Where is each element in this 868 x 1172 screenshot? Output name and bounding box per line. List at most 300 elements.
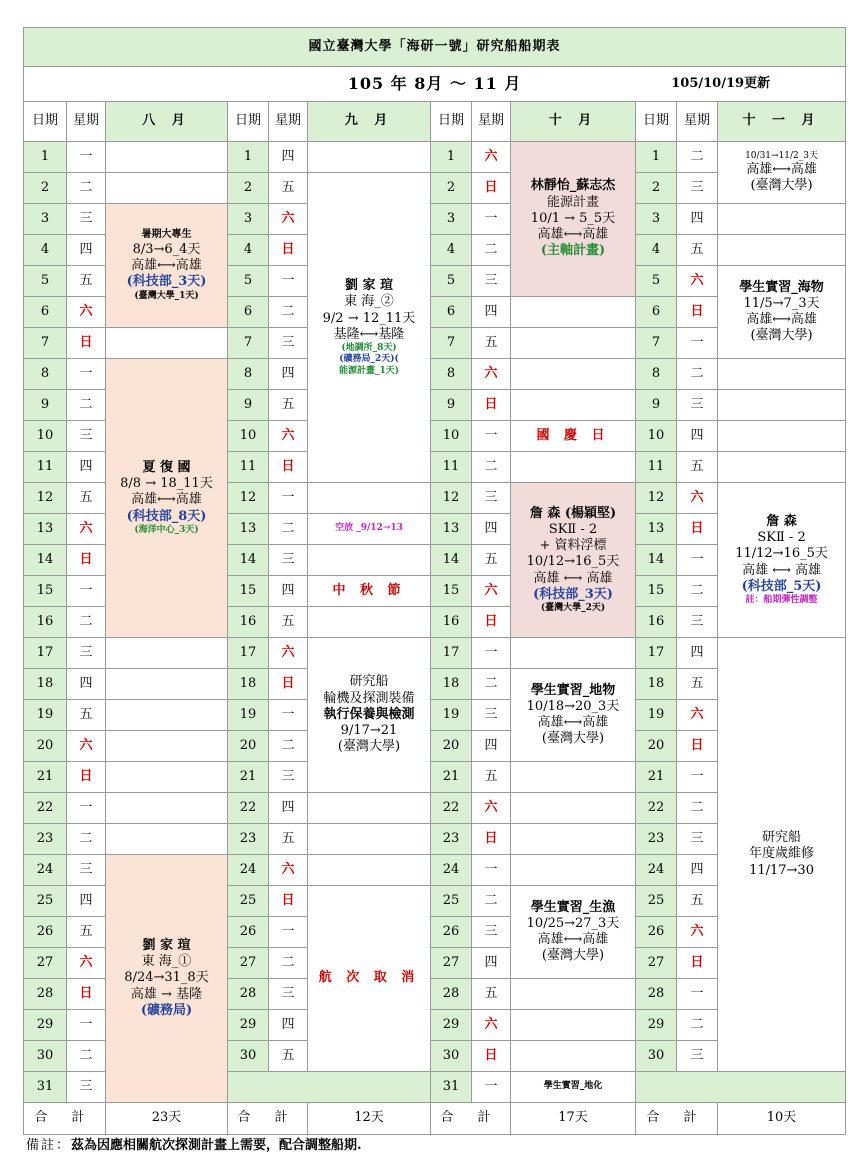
weekday-cell: 日: [67, 979, 106, 1010]
event-line: 年度歲維修: [749, 846, 815, 862]
empty-cell: [106, 793, 228, 824]
empty-cell: [106, 638, 228, 669]
weekday-cell: 六: [472, 142, 511, 173]
empty-cell: [511, 1041, 636, 1072]
weekday-cell: 一: [472, 421, 511, 452]
empty-cell: [106, 700, 228, 731]
event-line: 11/12→16_5天: [735, 546, 828, 562]
event-sep-1: [308, 173, 431, 483]
event-line: (臺灣大學_2天): [540, 603, 606, 614]
date-cell: 15: [636, 576, 677, 607]
date-cell: 27: [24, 948, 67, 979]
event-line: 8/8 → 18_11天: [120, 476, 213, 492]
filler-cell: [228, 1072, 431, 1103]
event-sep-3: [308, 576, 431, 607]
event-line: (礦務局_2天)(: [339, 354, 399, 365]
weekday-cell: 一: [67, 576, 106, 607]
weekday-cell: 日: [677, 514, 718, 545]
weekday-cell: 二: [269, 297, 308, 328]
weekday-cell: 三: [677, 824, 718, 855]
weekday-cell: 五: [677, 452, 718, 483]
event-line: 8/24→31_8天: [124, 970, 209, 986]
date-cell: 14: [228, 545, 269, 576]
weekday-cell: 三: [67, 421, 106, 452]
weekday-cell: 一: [677, 545, 718, 576]
date-cell: 6: [228, 297, 269, 328]
empty-cell: [308, 142, 431, 173]
date-cell: 31: [24, 1072, 67, 1103]
date-cell: 15: [431, 576, 472, 607]
weekday-cell: 三: [472, 917, 511, 948]
event-line: 國 慶 日: [536, 427, 610, 443]
date-cell: 28: [636, 979, 677, 1010]
empty-cell: [308, 483, 431, 514]
date-cell: 9: [431, 390, 472, 421]
event-line: 林靜怡_蘇志杰: [530, 178, 616, 194]
date-cell: 10: [636, 421, 677, 452]
event-line: 高雄 ⟷ 高雄: [533, 570, 613, 586]
weekday-cell: 四: [472, 731, 511, 762]
event-line: 輪機及探測裝備: [323, 690, 415, 706]
weekday-cell: 四: [67, 235, 106, 266]
date-cell: 11: [431, 452, 472, 483]
date-cell: 8: [24, 359, 67, 390]
weekday-cell: 六: [67, 514, 106, 545]
date-cell: 6: [24, 297, 67, 328]
event-line: 詹 森 (楊穎堅): [529, 505, 617, 521]
header-row: [24, 102, 846, 142]
weekday-cell: 三: [677, 173, 718, 204]
empty-cell: [106, 824, 228, 855]
weekday-cell: 三: [67, 855, 106, 886]
date-cell: 7: [228, 328, 269, 359]
date-cell: 12: [228, 483, 269, 514]
weekday-cell: 二: [677, 576, 718, 607]
date-cell: 24: [24, 855, 67, 886]
weekday-cell: 六: [677, 266, 718, 297]
header-weekday: 星期: [269, 102, 308, 142]
date-cell: 20: [636, 731, 677, 762]
empty-cell: [718, 421, 846, 452]
date-cell: 22: [636, 793, 677, 824]
weekday-cell: 三: [269, 545, 308, 576]
date-cell: 8: [636, 359, 677, 390]
date-cell: 30: [431, 1041, 472, 1072]
date-cell: 3: [24, 204, 67, 235]
event-line: 空放 _9/12→13: [335, 523, 403, 534]
weekday-cell: 日: [67, 328, 106, 359]
event-sep-2: [308, 514, 431, 545]
weekday-cell: 一: [677, 328, 718, 359]
date-cell: 16: [228, 607, 269, 638]
update-date: 105/10/19更新: [671, 76, 771, 91]
header-month-nov: 十 一 月: [718, 102, 846, 142]
date-cell: 19: [228, 700, 269, 731]
date-cell: 1: [228, 142, 269, 173]
weekday-cell: 日: [472, 173, 511, 204]
table-row: [24, 142, 846, 173]
weekday-cell: 一: [67, 1010, 106, 1041]
date-cell: 30: [228, 1041, 269, 1072]
event-line: 高雄⟷高雄: [131, 492, 202, 508]
event-line: (臺灣大學_1天): [134, 290, 199, 301]
weekday-cell: 四: [67, 452, 106, 483]
event-oct-2: [511, 421, 636, 452]
date-cell: 4: [228, 235, 269, 266]
date-cell: 5: [24, 266, 67, 297]
weekday-cell: 二: [677, 793, 718, 824]
weekday-cell: 二: [67, 390, 106, 421]
weekday-cell: 四: [67, 669, 106, 700]
date-cell: 3: [228, 204, 269, 235]
weekday-cell: 一: [67, 359, 106, 390]
date-cell: 1: [636, 142, 677, 173]
date-cell: 16: [24, 607, 67, 638]
event-oct-3: [511, 483, 636, 638]
page-title: 國立臺灣大學「海研一號」研究船船期表: [24, 28, 846, 67]
weekday-cell: 五: [67, 700, 106, 731]
event-line: (臺灣大學): [337, 739, 401, 755]
weekday-cell: 一: [472, 204, 511, 235]
date-cell: 4: [24, 235, 67, 266]
weekday-cell: 二: [269, 514, 308, 545]
event-aug-1: [106, 204, 228, 328]
empty-cell: [511, 762, 636, 793]
weekday-cell: 六: [67, 297, 106, 328]
date-cell: 23: [636, 824, 677, 855]
header-weekday: 星期: [472, 102, 511, 142]
date-cell: 10: [228, 421, 269, 452]
weekday-cell: 四: [269, 142, 308, 173]
event-line: 註：船期彈性調整: [745, 595, 818, 605]
weekday-cell: 四: [269, 793, 308, 824]
weekday-cell: 六: [472, 1010, 511, 1041]
event-line: 基隆⟷基隆: [333, 326, 405, 342]
event-line: 高雄⟷高雄: [537, 932, 609, 947]
date-cell: 3: [431, 204, 472, 235]
weekday-cell: 日: [269, 886, 308, 917]
event-line: 能源計畫_1天): [338, 365, 400, 376]
total-label: 合 計: [228, 1103, 308, 1135]
weekday-cell: 三: [677, 607, 718, 638]
date-cell: 17: [431, 638, 472, 669]
empty-cell: [511, 297, 636, 328]
weekday-cell: 一: [269, 700, 308, 731]
weekday-cell: 五: [472, 979, 511, 1010]
weekday-cell: 六: [269, 638, 308, 669]
weekday-cell: 五: [677, 235, 718, 266]
event-line: (臺灣大學): [541, 731, 605, 747]
date-cell: 22: [24, 793, 67, 824]
empty-cell: [718, 359, 846, 390]
date-cell: 11: [228, 452, 269, 483]
event-line: 東 海_①: [141, 954, 192, 970]
weekday-cell: 三: [269, 328, 308, 359]
empty-cell: [511, 1010, 636, 1041]
weekday-cell: 三: [472, 266, 511, 297]
date-cell: 13: [636, 514, 677, 545]
weekday-cell: 日: [67, 762, 106, 793]
date-cell: 14: [636, 545, 677, 576]
event-oct-1: [511, 142, 636, 297]
event-line: SKⅡ - 2: [548, 521, 598, 537]
date-cell: 7: [431, 328, 472, 359]
event-line: (臺灣大學): [541, 948, 605, 964]
event-line: 9/17→21: [340, 723, 398, 739]
date-cell: 27: [431, 948, 472, 979]
weekday-cell: 二: [677, 142, 718, 173]
empty-cell: [106, 328, 228, 359]
header-month-sep: 九 月: [308, 102, 431, 142]
weekday-cell: 四: [472, 514, 511, 545]
event-line: 11/5→7_3天: [743, 295, 820, 311]
date-cell: 11: [24, 452, 67, 483]
event-oct-6: [511, 1072, 636, 1103]
event-oct-4: [511, 669, 636, 762]
header-date: 日期: [636, 102, 677, 142]
weekday-cell: 六: [677, 483, 718, 514]
empty-cell: [106, 669, 228, 700]
weekday-cell: 日: [677, 297, 718, 328]
header-date: 日期: [24, 102, 67, 142]
date-cell: 25: [228, 886, 269, 917]
event-line: 學生實習_海物: [739, 279, 824, 295]
date-cell: 3: [636, 204, 677, 235]
weekday-cell: 二: [677, 1010, 718, 1041]
weekday-cell: 五: [677, 886, 718, 917]
event-line: 11/17→30: [749, 862, 814, 878]
weekday-cell: 四: [677, 855, 718, 886]
weekday-cell: 六: [677, 917, 718, 948]
empty-cell: [511, 390, 636, 421]
date-cell: 17: [24, 638, 67, 669]
weekday-cell: 二: [472, 669, 511, 700]
empty-cell: [511, 452, 636, 483]
weekday-cell: 三: [472, 483, 511, 514]
date-cell: 26: [636, 917, 677, 948]
date-cell: 13: [228, 514, 269, 545]
date-cell: 8: [228, 359, 269, 390]
date-cell: 12: [431, 483, 472, 514]
event-line: (科技部_5天): [741, 578, 822, 594]
date-cell: 24: [636, 855, 677, 886]
weekday-cell: 二: [67, 824, 106, 855]
empty-cell: [106, 142, 228, 173]
date-cell: 14: [24, 545, 67, 576]
table-row: [24, 204, 846, 235]
weekday-cell: 日: [269, 669, 308, 700]
date-cell: 27: [228, 948, 269, 979]
weekday-cell: 六: [472, 576, 511, 607]
date-cell: 1: [431, 142, 472, 173]
date-cell: 22: [431, 793, 472, 824]
weekday-cell: 六: [67, 731, 106, 762]
date-cell: 20: [24, 731, 67, 762]
date-cell: 25: [636, 886, 677, 917]
weekday-cell: 五: [677, 669, 718, 700]
weekday-cell: 五: [269, 1041, 308, 1072]
weekday-cell: 四: [269, 576, 308, 607]
header-weekday: 星期: [67, 102, 106, 142]
date-cell: 25: [24, 886, 67, 917]
weekday-cell: 一: [269, 266, 308, 297]
event-line: 東 海_②: [344, 294, 394, 310]
event-line: 10/12→16_5天: [526, 554, 620, 570]
weekday-cell: 日: [472, 390, 511, 421]
date-cell: 9: [24, 390, 67, 421]
date-cell: 28: [431, 979, 472, 1010]
event-line: 9/2 → 12_11天: [322, 310, 416, 326]
event-line: 高雄⟷高雄: [746, 161, 817, 177]
weekday-cell: 二: [269, 731, 308, 762]
weekday-cell: 一: [677, 762, 718, 793]
weekday-cell: 三: [472, 700, 511, 731]
header-month-aug: 八 月: [106, 102, 228, 142]
date-cell: 18: [228, 669, 269, 700]
weekday-cell: 四: [677, 204, 718, 235]
date-cell: 31: [431, 1072, 472, 1103]
empty-cell: [511, 979, 636, 1010]
date-cell: 17: [636, 638, 677, 669]
empty-cell: [511, 855, 636, 886]
total-label: 合 計: [24, 1103, 106, 1135]
date-cell: 15: [24, 576, 67, 607]
date-cell: 23: [228, 824, 269, 855]
date-cell: 10: [431, 421, 472, 452]
weekday-cell: 三: [67, 638, 106, 669]
date-cell: 13: [24, 514, 67, 545]
event-line: (礦務局): [140, 1002, 193, 1018]
date-cell: 21: [228, 762, 269, 793]
event-line: 能源計畫: [546, 194, 599, 210]
date-cell: 18: [24, 669, 67, 700]
empty-cell: [308, 824, 431, 855]
date-cell: 13: [431, 514, 472, 545]
date-cell: 29: [431, 1010, 472, 1041]
weekday-cell: 四: [269, 1010, 308, 1041]
weekday-cell: 五: [269, 607, 308, 638]
weekday-cell: 一: [472, 855, 511, 886]
date-cell: 18: [431, 669, 472, 700]
event-line: (科技部_3天): [126, 274, 207, 290]
weekday-cell: 五: [472, 545, 511, 576]
weekday-cell: 日: [472, 607, 511, 638]
weekday-cell: 四: [269, 359, 308, 390]
total-days-sep: 12天: [308, 1103, 431, 1135]
total-row: [24, 1103, 846, 1135]
weekday-cell: 四: [472, 948, 511, 979]
event-line: 劉 家 瑄: [344, 278, 394, 294]
weekday-cell: 一: [269, 483, 308, 514]
event-line: (海洋中心_3天): [134, 524, 199, 535]
event-line: (臺灣大學): [750, 178, 813, 194]
weekday-cell: 二: [67, 1041, 106, 1072]
event-line: 航 次 取 消: [318, 970, 420, 986]
event-line: 暑期大專生: [141, 229, 192, 241]
weekday-cell: 五: [269, 173, 308, 204]
weekday-cell: 六: [67, 948, 106, 979]
date-cell: 2: [24, 173, 67, 204]
weekday-cell: 六: [472, 359, 511, 390]
weekday-cell: 五: [67, 266, 106, 297]
header-month-oct: 十 月: [511, 102, 636, 142]
date-cell: 28: [228, 979, 269, 1010]
date-cell: 10: [24, 421, 67, 452]
empty-cell: [308, 607, 431, 638]
event-line: 高雄⟷高雄: [537, 715, 609, 730]
total-days-nov: 10天: [718, 1103, 846, 1135]
weekday-cell: 二: [269, 948, 308, 979]
date-cell: 8: [431, 359, 472, 390]
weekday-cell: 一: [472, 1072, 511, 1103]
event-line: 8/3→6_4天: [132, 241, 201, 257]
weekday-cell: 三: [269, 979, 308, 1010]
total-label: 合 計: [431, 1103, 511, 1135]
footnote: [26, 1134, 362, 1153]
empty-cell: [718, 235, 846, 266]
date-cell: 5: [636, 266, 677, 297]
event-line: 執行保養與檢測: [323, 706, 415, 722]
weekday-cell: 六: [269, 204, 308, 235]
weekday-cell: 四: [677, 638, 718, 669]
event-line: 高雄 → 基隆: [130, 986, 203, 1002]
date-cell: 6: [431, 297, 472, 328]
event-sep-5: [308, 886, 431, 1072]
weekday-cell: 六: [472, 793, 511, 824]
table-row: [24, 359, 846, 390]
header-date: 日期: [228, 102, 269, 142]
total-days-aug: 23天: [106, 1103, 228, 1135]
weekday-cell: 一: [472, 638, 511, 669]
date-cell: 7: [24, 328, 67, 359]
date-cell: 25: [431, 886, 472, 917]
weekday-cell: 二: [67, 607, 106, 638]
date-cell: 30: [636, 1041, 677, 1072]
date-cell: 2: [431, 173, 472, 204]
date-cell: 23: [24, 824, 67, 855]
weekday-cell: 三: [677, 1041, 718, 1072]
date-cell: 26: [228, 917, 269, 948]
date-cell: 21: [431, 762, 472, 793]
weekday-cell: 三: [67, 1072, 106, 1103]
empty-cell: [106, 731, 228, 762]
date-cell: 14: [431, 545, 472, 576]
footnote-label: 備註：: [26, 1138, 72, 1153]
date-cell: 4: [431, 235, 472, 266]
weekday-cell: 五: [269, 824, 308, 855]
weekday-cell: 日: [472, 824, 511, 855]
table-row: [24, 638, 846, 669]
date-cell: 19: [24, 700, 67, 731]
event-line: 夏 復 國: [142, 459, 191, 475]
weekday-cell: 日: [677, 948, 718, 979]
weekday-cell: 三: [677, 390, 718, 421]
footnote-text: 茲為因應相關航次探測計畫上需要，配合調整船期.: [71, 1138, 362, 1153]
date-cell: 17: [228, 638, 269, 669]
date-cell: 1: [24, 142, 67, 173]
empty-cell: [511, 824, 636, 855]
date-cell: 12: [24, 483, 67, 514]
total-days-oct: 17天: [511, 1103, 636, 1135]
date-cell: 29: [228, 1010, 269, 1041]
date-cell: 26: [431, 917, 472, 948]
weekday-cell: 四: [67, 886, 106, 917]
empty-cell: [718, 204, 846, 235]
empty-cell: [308, 793, 431, 824]
weekday-cell: 五: [472, 762, 511, 793]
date-cell: 27: [636, 948, 677, 979]
weekday-cell: 五: [269, 390, 308, 421]
